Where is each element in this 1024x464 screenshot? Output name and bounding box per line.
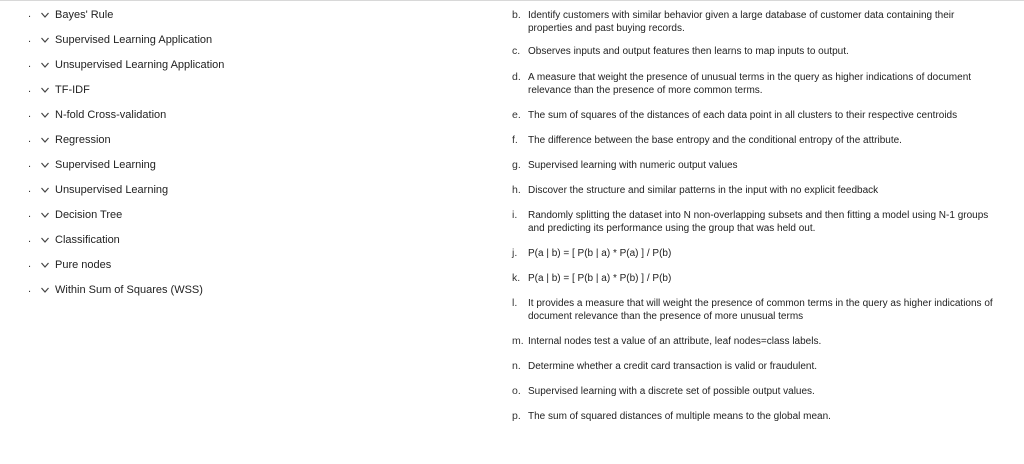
term-label: Classification — [55, 234, 120, 246]
term-label: Unsupervised Learning Application — [55, 59, 225, 71]
definition-text: The sum of squares of the distances of each data point in all clusters to their respective centroids — [528, 110, 958, 121]
top-divider — [0, 0, 1024, 1]
chevron-down-icon — [40, 110, 50, 120]
chevron-down-icon — [40, 210, 50, 220]
definition-text: Internal nodes test a value of an attribute, leaf nodes=class labels. — [528, 336, 822, 347]
definition-letter: h. — [512, 184, 521, 196]
definition-letter: p. — [512, 410, 521, 422]
term-bullet: . — [28, 283, 32, 295]
term-bullet: . — [28, 33, 32, 45]
definition-letter: i. — [512, 209, 518, 221]
definition-text: A measure that weight the presence of unusual terms in the query as higher indications of document relevance than the presence of more common terms. — [528, 72, 972, 96]
term-bullet: . — [28, 208, 32, 220]
definition-letter: d. — [512, 71, 521, 83]
definition-text: Determine whether a credit card transaction is valid or fraudulent. — [528, 361, 818, 372]
definition-text: It provides a measure that will weight the presence of common terms in the query as higher indications of document relevance than the presence of more unusual terms — [528, 298, 993, 322]
answer-select[interactable] — [40, 181, 168, 199]
term-label: Supervised Learning — [55, 159, 156, 171]
definition-text: Randomly splitting the dataset into N non-overlapping subsets and then fitting a model using N-1 groups and predicting its performance using the group that was held out. — [528, 210, 989, 234]
answer-select[interactable] — [40, 131, 111, 149]
chevron-down-icon — [40, 235, 50, 245]
term-label: Decision Tree — [55, 209, 123, 221]
definition-letter: f. — [512, 134, 518, 146]
answer-select[interactable] — [40, 6, 113, 24]
chevron-down-icon — [40, 285, 50, 295]
term-label: Supervised Learning Application — [55, 34, 213, 46]
definition-text: P(a | b) = [ P(b | a) * P(a) ] / P(b) — [528, 248, 672, 259]
definition-letter: g. — [512, 159, 521, 171]
answer-select[interactable] — [40, 231, 120, 249]
answer-select[interactable] — [40, 81, 90, 99]
answer-select[interactable] — [40, 106, 166, 124]
chevron-down-icon — [40, 10, 50, 20]
chevron-down-icon — [40, 160, 50, 170]
chevron-down-icon — [40, 35, 50, 45]
term-bullet: . — [28, 8, 32, 20]
definition-letter: m. — [512, 335, 524, 347]
definition-letter: l. — [512, 297, 518, 309]
term-bullet: . — [28, 233, 32, 245]
chevron-down-icon — [40, 60, 50, 70]
definition-text: The sum of squared distances of multiple means to the global mean. — [528, 411, 831, 422]
term-bullet: . — [28, 58, 32, 70]
term-label: Unsupervised Learning — [55, 184, 169, 196]
term-bullet: . — [28, 258, 32, 270]
term-label: Within Sum of Squares (WSS) — [55, 284, 203, 296]
definition-letter: b. — [512, 9, 521, 21]
definition-letter: o. — [512, 385, 521, 397]
term-bullet: . — [28, 108, 32, 120]
definition-text: The difference between the base entropy and the conditional entropy of the attribute. — [528, 135, 902, 146]
answer-select[interactable] — [40, 31, 212, 49]
term-bullet: . — [28, 83, 32, 95]
definition-letter: e. — [512, 109, 521, 121]
definition-letter: j. — [512, 247, 518, 259]
answer-select[interactable] — [40, 281, 203, 299]
answer-select[interactable] — [40, 156, 156, 174]
definition-text: P(a | b) = [ P(b | a) * P(b) ] / P(b) — [528, 273, 672, 284]
definition-text: Discover the structure and similar patterns in the input with no explicit feedback — [528, 185, 879, 196]
term-label: Regression — [55, 134, 111, 146]
answer-select[interactable] — [40, 206, 122, 224]
chevron-down-icon — [40, 85, 50, 95]
definition-letter: c. — [512, 45, 521, 57]
term-label: Pure nodes — [55, 259, 112, 271]
term-bullet: . — [28, 183, 32, 195]
term-label: Bayes' Rule — [55, 9, 114, 21]
definition-letter: n. — [512, 360, 521, 372]
definition-text: Supervised learning with a discrete set of possible output values. — [528, 386, 815, 397]
definition-text: Observes inputs and output features then learns to map inputs to output. — [528, 46, 849, 57]
answer-select[interactable] — [40, 256, 111, 274]
term-label: N-fold Cross-validation — [55, 109, 167, 121]
answer-select[interactable] — [40, 56, 224, 74]
definition-text: Identify customers with similar behavior given a large database of customer data containing their properties and past buying records. — [528, 10, 955, 34]
term-bullet: . — [28, 133, 32, 145]
chevron-down-icon — [40, 185, 50, 195]
definition-text: Supervised learning with numeric output values — [528, 160, 738, 171]
term-bullet: . — [28, 158, 32, 170]
definition-letter: k. — [512, 272, 521, 284]
chevron-down-icon — [40, 260, 50, 270]
term-label: TF-IDF — [55, 84, 90, 96]
chevron-down-icon — [40, 135, 50, 145]
